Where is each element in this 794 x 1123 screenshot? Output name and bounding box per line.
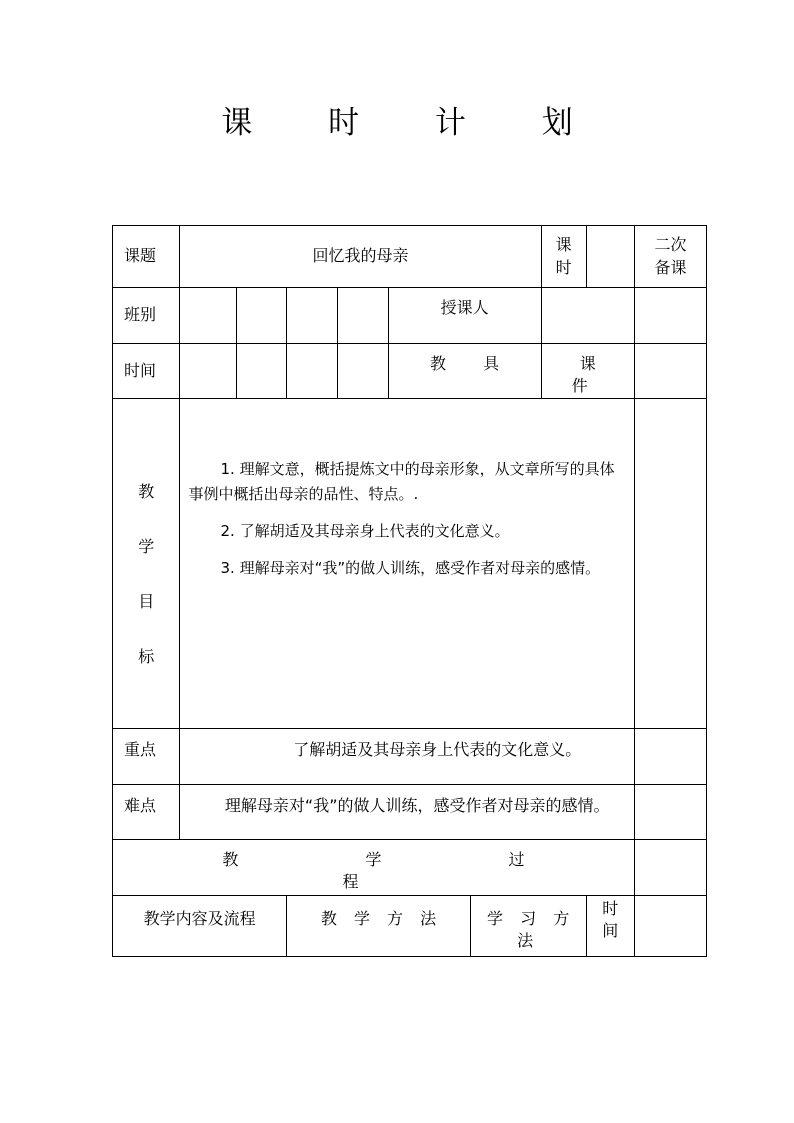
objective-item-3: 3. 理解母亲对“我”的做人训练，感受作者对母亲的感情。 [220,559,601,577]
column-content: 教学内容及流程 [113,896,287,957]
class-cell-2 [236,288,287,344]
class-cell-4 [337,288,388,344]
hours-label: 课时 [541,226,586,288]
time-row [113,344,707,399]
column-time-line1: 时 [602,899,619,918]
difficulty-row [113,785,707,840]
objectives-label-char-1: 教 [138,481,155,501]
time-cell-4 [337,344,388,399]
time-cell-2 [236,344,287,399]
key-point-value: 了解胡适及其母亲身上代表的文化意义。 [180,729,634,785]
teacher-label: 授课人 [388,288,541,344]
objective-item-1: 1. 理解文意，概括提炼文中的母亲形象，从文章所写的具体事例中概括出母亲的品性、特点。. [188,460,615,503]
time-label: 时间 [113,344,180,399]
class-second-prep [634,288,706,344]
process-row [113,840,707,896]
process-heading: 教 学 过 程 [113,840,635,896]
column-teaching-method: 教 学 方 法 [287,896,470,957]
difficulty-value: 理解母亲对“我”的做人训练，感受作者对母亲的感情。 [180,785,634,840]
time-cell-3 [287,344,338,399]
column-time [586,896,634,957]
topic-row [113,226,707,288]
key-point-row [113,729,707,785]
objectives-content [180,399,634,729]
key-point-second-prep [634,729,706,785]
second-prep-label-line1: 二次 [654,235,687,255]
time-second-prep [634,344,706,399]
key-point-label: 重点 [113,729,180,785]
second-prep-label [634,226,706,288]
objectives-row [113,399,707,729]
class-row [113,288,707,344]
tools-label: 教 具 [388,344,541,399]
page-title: 课 时 计 划 [221,105,606,141]
class-cell-3 [287,288,338,344]
second-prep-label-line2: 备课 [654,257,687,277]
objectives-label-char-3: 目 [138,591,155,611]
column-learning-method: 学 习 方 法 [470,896,586,957]
objectives-label-char-4: 标 [138,646,155,666]
difficulty-label: 难点 [113,785,180,840]
teacher-value [541,288,634,344]
topic-label: 课题 [113,226,180,288]
tools-value: 课 件 [541,344,634,399]
hours-value [586,226,634,288]
lesson-plan-table [112,225,707,957]
class-cell-1 [180,288,236,344]
topic-value: 回忆我的母亲 [180,226,541,288]
objectives-second-prep [634,399,706,729]
column-time-line2: 间 [602,921,619,941]
objectives-label-char-2: 学 [138,536,155,556]
class-label: 班别 [113,288,180,344]
columns-second-prep [634,896,706,957]
objective-item-2: 2. 了解胡适及其母亲身上代表的文化意义。 [220,522,510,540]
columns-row [113,896,707,957]
process-second-prep [634,840,706,896]
objectives-label [113,399,180,729]
time-cell-1 [180,344,236,399]
difficulty-second-prep [634,785,706,840]
